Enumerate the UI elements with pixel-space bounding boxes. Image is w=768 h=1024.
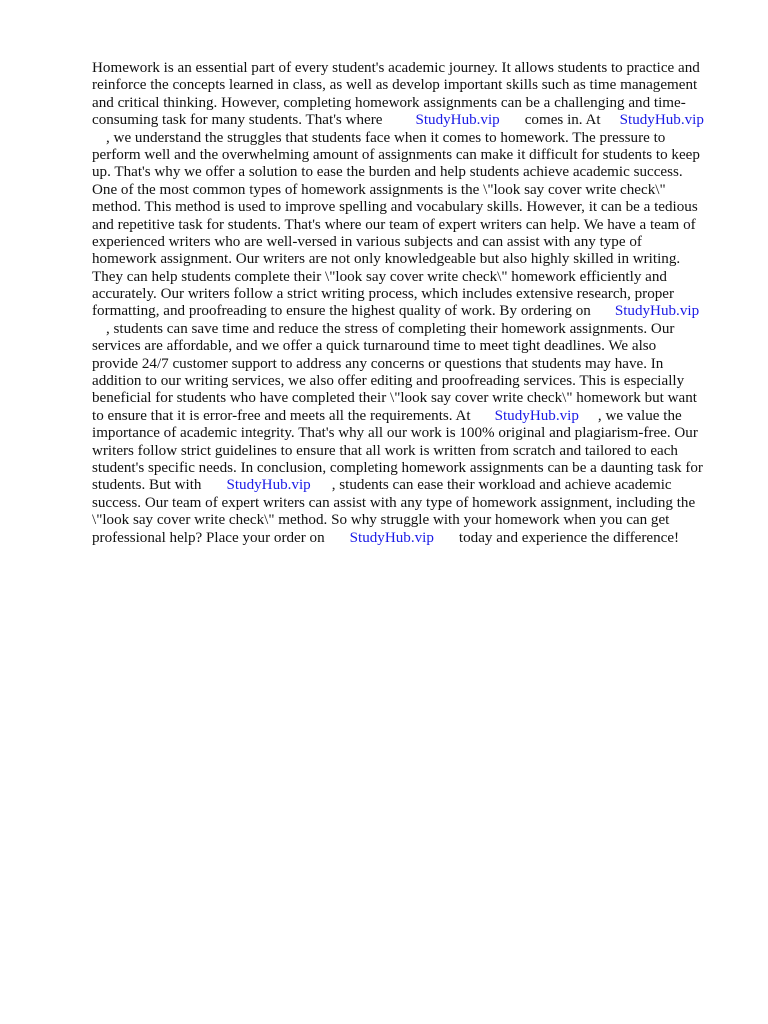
text-line bbox=[92, 477, 720, 494]
text-line bbox=[92, 303, 720, 320]
text-line: method. This method is used to improve spelling and vocabulary skills. However, it can be a tedious bbox=[92, 199, 698, 216]
line-text: comes in. At bbox=[524, 112, 601, 129]
text-line: student's specific needs. In conclusion, completing homework assignments can be a daunting task for bbox=[92, 459, 703, 476]
line-text: professional help? Place your order on bbox=[92, 529, 325, 546]
text-line: writers follow strict guidelines to ensure that all work is written from scratch and tailored to each bbox=[92, 442, 678, 459]
text-line: experienced writers who are well-versed in various subjects and can assist with any type of bbox=[92, 233, 642, 250]
text-line: success. Our team of expert writers can assist with any type of homework assignment, including the bbox=[92, 494, 696, 511]
text-line: provide 24/7 customer support to address any concerns or questions that students may have. In bbox=[92, 355, 664, 372]
studyhub-link[interactable]: StudyHub.vip bbox=[415, 112, 500, 129]
text-line: addition to our writing services, we also offer editing and proofreading services. This is especially bbox=[92, 373, 685, 390]
line-text: formatting, and proofreading to ensure the highest quality of work. By ordering on bbox=[92, 303, 591, 320]
text-line bbox=[92, 408, 720, 425]
line-text: , we understand the struggles that students face when it comes to homework. The pressure to bbox=[106, 129, 666, 146]
text-line bbox=[92, 112, 720, 129]
studyhub-link[interactable]: StudyHub.vip bbox=[619, 112, 704, 129]
text-line bbox=[92, 321, 720, 338]
studyhub-link[interactable]: StudyHub.vip bbox=[614, 303, 700, 320]
text-line: reinforce the concepts learned in class, as well as develop important skills such as time management bbox=[92, 77, 698, 94]
text-line: perform well and the overwhelming amount of assignments can make it difficult for students to keep bbox=[92, 146, 700, 163]
studyhub-link[interactable]: StudyHub.vip bbox=[226, 477, 311, 494]
text-line: homework assignment. Our writers are not only knowledgeable but also highly skilled in writing. bbox=[92, 251, 681, 268]
text-line: and critical thinking. However, completing homework assignments can be a challenging and time- bbox=[92, 94, 686, 111]
text-line: services are affordable, and we offer a quick turnaround time to meet tight deadlines. We also bbox=[92, 338, 657, 355]
text-line bbox=[92, 130, 720, 147]
text-line: One of the most common types of homework assignments is the \"look say cover write check\" bbox=[92, 181, 666, 198]
text-line: \"look say cover write check\" method. So why struggle with your homework when you can get bbox=[92, 512, 670, 529]
text-line: importance of academic integrity. That's why all our work is 100% original and plagiarism-free. Our bbox=[92, 425, 698, 442]
line-text: , students can ease their workload and achieve academic bbox=[331, 477, 672, 494]
line-text: to ensure that it is error-free and meets all the requirements. At bbox=[92, 407, 471, 424]
text-line: They can help students complete their \"look say cover write check\" homework efficiently and bbox=[92, 268, 667, 285]
line-text: students. But with bbox=[92, 477, 202, 494]
text-line: Homework is an essential part of every student's academic journey. It allows students to practice and bbox=[92, 60, 700, 76]
studyhub-link[interactable]: StudyHub.vip bbox=[494, 407, 579, 424]
line-text: , students can save time and reduce the stress of completing their homework assignments. Our bbox=[106, 320, 675, 337]
text-line: accurately. Our writers follow a strict writing process, which includes extensive research, proper bbox=[92, 286, 675, 303]
line-text: consuming task for many students. That's where bbox=[92, 112, 383, 129]
line-text: , we value the bbox=[597, 407, 682, 424]
text-line: beneficial for students who have completed their \"look say cover write check\" homework but want bbox=[92, 390, 697, 407]
text-line: and repetitive task for students. That's where our team of expert writers can help. We have a team of bbox=[92, 216, 696, 233]
studyhub-link[interactable]: StudyHub.vip bbox=[349, 529, 434, 546]
text-line bbox=[92, 530, 720, 547]
text-line: up. That's why we offer a solution to ease the burden and help students achieve academic success. bbox=[92, 164, 683, 181]
line-text: today and experience the difference! bbox=[458, 529, 680, 546]
body-text bbox=[92, 60, 720, 547]
